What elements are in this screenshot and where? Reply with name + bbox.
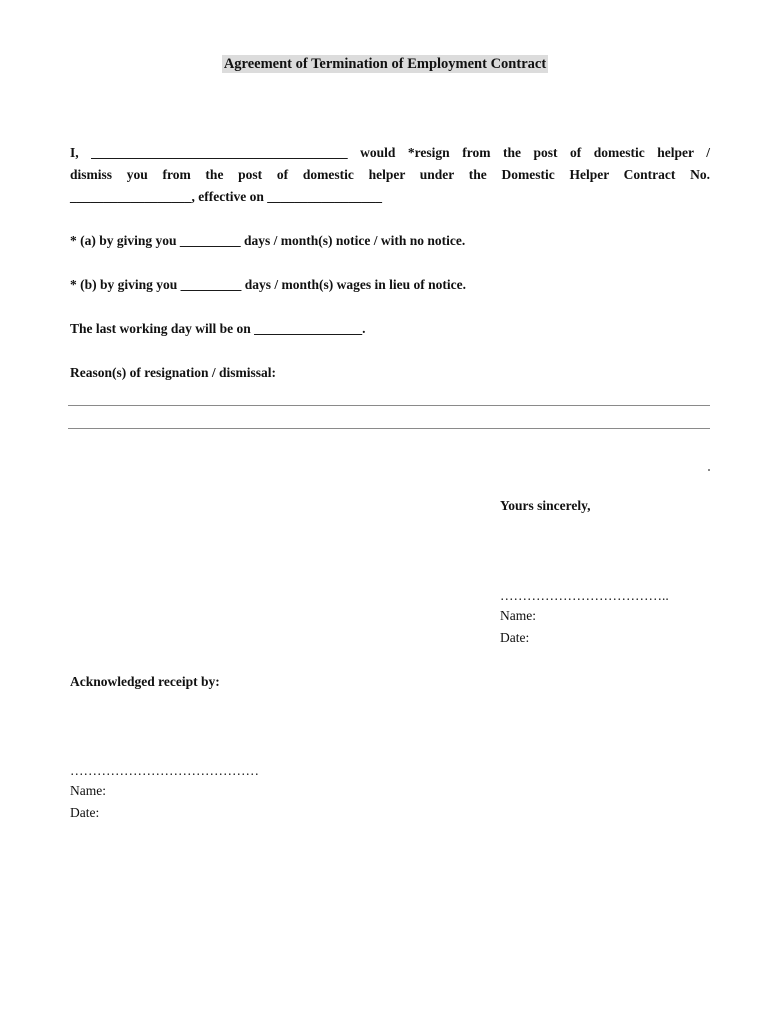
acknowledgement-label: Acknowledged receipt by: <box>70 674 220 689</box>
option-a: * (a) by giving you _________ days / month(s) notice / with no notice. <box>70 233 466 248</box>
reasons-label: Reason(s) of resignation / dismissal: <box>70 365 277 380</box>
reason-line-2 <box>68 428 710 429</box>
stray-mark <box>708 469 710 471</box>
document-title <box>0 56 770 73</box>
option-b: * (b) by giving you _________ days / month(s) wages in lieu of notice. <box>70 277 467 292</box>
document-title-text: Agreement of Termination of Employment Contract <box>223 56 547 72</box>
closing-sincerely: Yours sincerely, <box>500 498 591 513</box>
paragraph-line-2: dismiss you from the post of domestic helper under the Domestic Helper Contract No. <box>70 167 710 182</box>
reason-line-1 <box>68 405 710 406</box>
acknowledgement-name-label: Name: <box>70 783 106 798</box>
paragraph-line-3: __________________, effective on _________________ <box>70 189 382 204</box>
acknowledgement-signature-line: …………………………………… <box>70 763 259 778</box>
acknowledgement-date-label: Date: <box>70 805 100 820</box>
closing-name-label: Name: <box>500 608 536 623</box>
last-working-day: The last working day will be on ________________. <box>70 321 366 336</box>
closing-date-label: Date: <box>500 630 530 645</box>
closing-signature-line: ……………………………….. <box>500 588 669 603</box>
paragraph-line-1: I, ______________________________________ would *resign from the post of domestic helper / <box>70 145 710 160</box>
